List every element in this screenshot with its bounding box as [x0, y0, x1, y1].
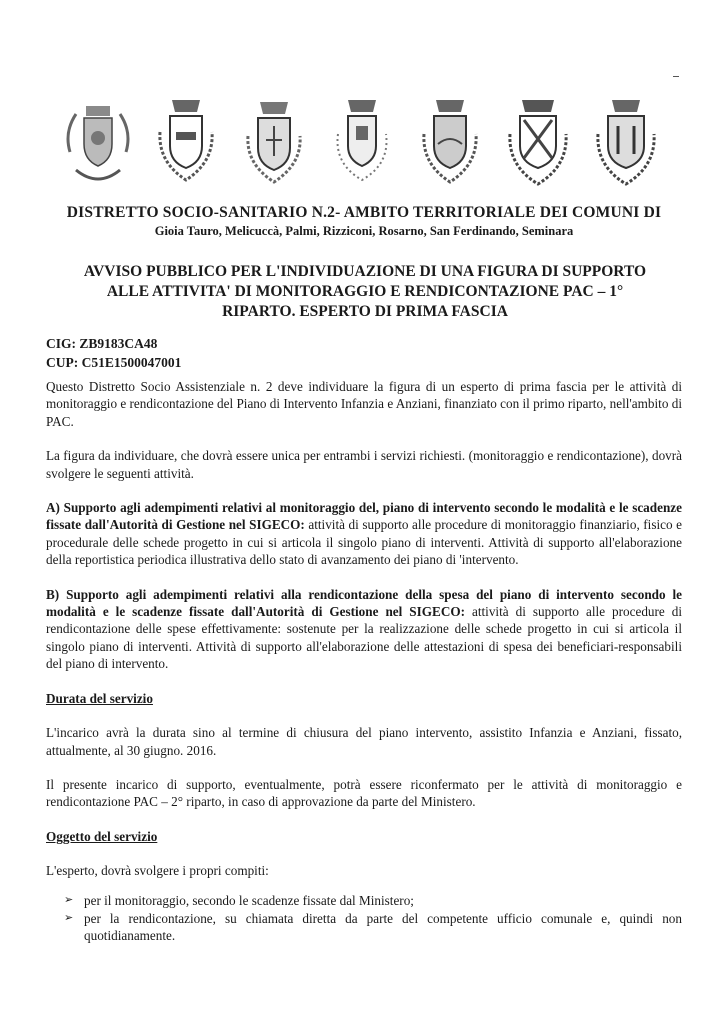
district-title: DISTRETTO SOCIO-SANITARIO N.2- AMBITO TERRITORIALE DEI COMUNI DI	[66, 204, 662, 221]
oggetto-heading: Oggetto del servizio	[46, 828, 158, 844]
towns-list: Gioia Tauro, Melicuccà, Palmi, Rizziconi, Rosarno, San Ferdinando, Seminara	[154, 224, 574, 238]
crest-melicucca-icon	[150, 92, 222, 192]
crest-gioia-tauro-icon	[62, 92, 134, 192]
crest-seminara-icon	[590, 92, 662, 192]
crest-rizziconi-icon	[326, 92, 398, 192]
crest-san-ferdinando-icon	[502, 92, 574, 192]
notice-line-1: AVVISO PUBBLICO PER L'INDIVIDUAZIONE DI UNA FIGURA DI SUPPORTO	[83, 263, 647, 280]
scan-mark	[673, 76, 679, 77]
notice-line-3: RIPARTO. ESPERTO DI PRIMA FASCIA	[222, 303, 508, 320]
arrow-bullet-icon: ➢	[64, 911, 74, 924]
task-text: per il monitoraggio, secondo le scadenze fissate dal Ministero;	[84, 892, 414, 908]
list-item	[46, 910, 682, 945]
cup-code: CUP: C51E1500047001	[46, 355, 182, 370]
document-header	[40, 204, 688, 239]
cig-code: CIG: ZB9183CA48	[46, 336, 158, 351]
section-b	[46, 586, 682, 673]
section-a-title: A) Supporto agli adempimenti relativi al monitoraggio del, piano di intervento secondo le modalità e le scadenze fissate dall'Autorità di Gestione nel SIGECO:	[46, 500, 682, 533]
riconferma-paragraph: Il presente incarico di supporto, eventualmente, potrà essere riconfermato per le attività di monitoraggio e rendicontazione PAC – 2° riparto, in caso di approvazione da parte del Ministero.	[46, 776, 682, 810]
notice-line-2: ALLE ATTIVITA' DI MONITORAGGIO E RENDICONTAZIONE PAC – 1°	[106, 283, 624, 300]
durata-heading: Durata del servizio	[46, 690, 153, 706]
notice-title	[70, 262, 660, 322]
procurement-codes	[46, 334, 181, 372]
crest-palmi-icon	[238, 92, 310, 192]
crest-rosarno-icon	[414, 92, 486, 192]
municipal-crests	[62, 92, 662, 192]
section-b-title: B) Supporto agli adempimenti relativi alla rendicontazione della spesa del piano di intervento secondo le modalità e le scadenze fissate dall'Autorità di Gestione nel SIGECO:	[46, 586, 682, 620]
figure-paragraph: La figura da individuare, che dovrà essere unica per entrambi i servizi richiesti. (monitoraggio e rendicontazione), dovrà svolgere le seguenti attività.	[46, 448, 682, 481]
list-item	[46, 892, 682, 909]
durata-paragraph: L'incarico avrà la durata sino al termine di chiusura del piano intervento, assistito Infanzia e Anziani, fissato, attualmente, al 30 giugno. 2016.	[46, 725, 682, 758]
oggetto-intro: L'esperto, dovrà svolgere i propri compiti:	[46, 863, 269, 879]
intro-paragraph: Questo Distretto Socio Assistenziale n. 2 deve individuare la figura di un esperto di prima fascia per le attività di monitoraggio e rendicontazione del Piano di Intervento Infanzia e Anziani, finanziato con il primo riparto, nell'ambito di PAC.	[46, 379, 682, 429]
task-text: per la rendicontazione, su chiamata diretta da parte del competente ufficio comunale e, quindi non quotidianamente.	[84, 910, 682, 944]
task-list	[46, 892, 682, 945]
section-b-text: attività di supporto alle procedure di rendicontazione delle spese effettivamente: sostenute per la realizzazione delle schede progetto in cui si articola il singolo piano di interventi. Attività di supporto all'elaborazione delle attestazioni di spesa dei beneficiari-responsabili del piano di intervento.	[46, 604, 683, 672]
section-a-text: attività di supporto alle procedure di monitoraggio finanziario, fisico e procedurale delle schede progetto in cui si articola il singolo piano di interventi. Attività di supporto all'elaborazione della reportistica periodica illustrativa dello stato di avanzamento dei piano di 'intervento.	[46, 517, 682, 568]
section-a	[46, 499, 682, 569]
arrow-bullet-icon: ➢	[64, 893, 74, 906]
document-body	[46, 378, 682, 946]
